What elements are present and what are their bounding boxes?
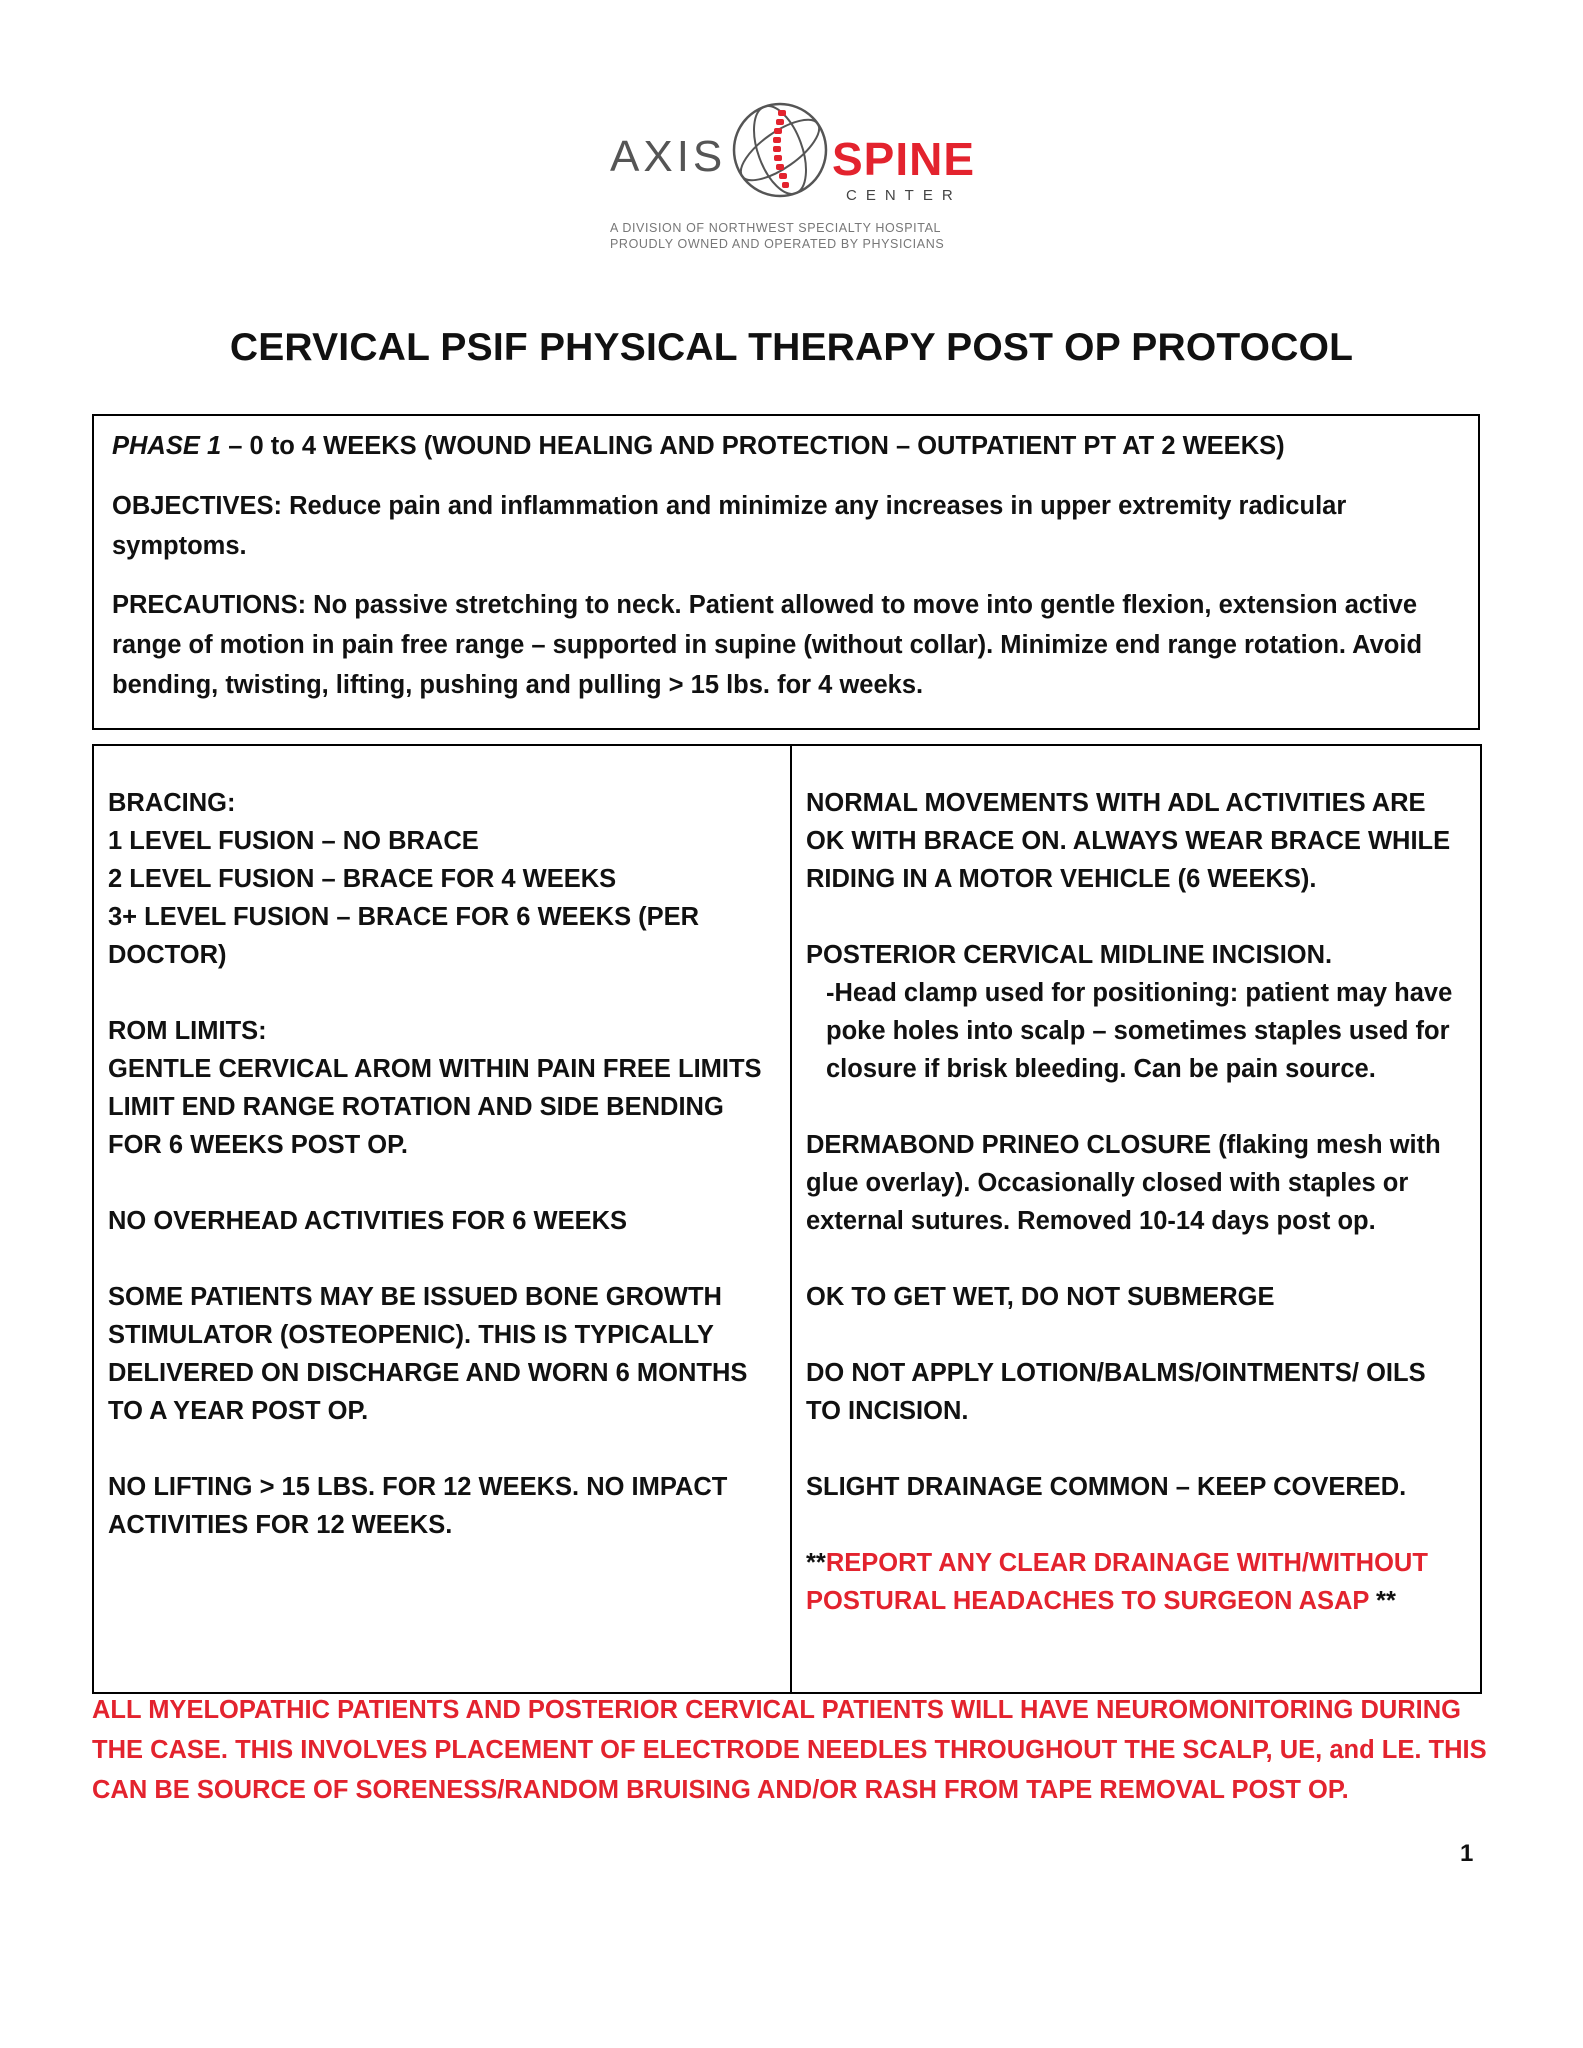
dermabond-text: DERMABOND PRINEO CLOSURE (flaking mesh with glue overlay). Occasionally closed with staples or external sutures. Removed 10-14 days post op. [806,1131,1441,1235]
logo-axis-text: AXIS [610,132,727,181]
document-title: CERVICAL PSIF PHYSICAL THERAPY POST OP PROTOCOL [229,326,1354,369]
bracing-section [108,784,776,974]
incision-heading: POSTERIOR CERVICAL MIDLINE INCISION. [806,941,1333,969]
neuromonitoring-note: ALL MYELOPATHIC PATIENTS AND POSTERIOR CERVICAL PATIENTS WILL HAVE NEUROMONITORING DURING THE CASE. THIS INVOLVES PLACEMENT OF ELECTRODE NEEDLES THROUGHOUT THE SCALP, UE, and LE. THIS CAN BE SOURCE OF SORENESS/RANDOM BRUISING AND/OR RASH FROM TAPE REMOVAL POST OP. [92,1696,1487,1804]
page-number: 1 [1460,1840,1474,1867]
left-column [94,746,792,1692]
precautions-text: PRECAUTIONS: No passive stretching to neck. Patient allowed to move into gentle flexion, extension active range of motion in pain free range – supported in supine (without collar). Minimize end range rotation. Avoid bending, twisting, lifting, pushing and pulling > 15 lbs. for 4 weeks. [112,591,1423,699]
rom-line: ROM LIMITS: [108,1017,267,1045]
bracing-line: 1 LEVEL FUSION – NO BRACE [108,827,479,855]
bracing-line: BRACING: [108,789,236,817]
axis-spine-logo [600,96,1020,256]
report-warning [806,1544,1466,1620]
logo-subtitle [610,220,944,252]
objectives-text: OBJECTIVES: Reduce pain and inflammation and minimize any increases in upper extremity radicular symptoms. [112,492,1347,560]
stimulator-text: SOME PATIENTS MAY BE ISSUED BONE GROWTH STIMULATOR (OSTEOPENIC). THIS IS TYPICALLY DELIVERED ON DISCHARGE AND WORN 6 MONTHS TO A YEAR POST OP. [108,1283,748,1425]
adl-text: NORMAL MOVEMENTS WITH ADL ACTIVITIES ARE OK WITH BRACE ON. ALWAYS WEAR BRACE WHILE RIDING IN A MOTOR VEHICLE (6 WEEKS). [806,789,1451,893]
rom-section [108,1012,776,1164]
report-text: REPORT ANY CLEAR DRAINAGE WITH/WITHOUT POSTURAL HEADACHES TO SURGEON ASAP [806,1549,1428,1615]
report-suffix: ** [1368,1587,1396,1615]
phase-1-box [92,414,1480,730]
logo-center-text: CENTER [846,187,962,204]
logo-subtitle-line: PROUDLY OWNED AND OPERATED BY PHYSICIANS [610,237,945,251]
right-column [792,746,1480,1692]
report-prefix: ** [806,1549,826,1577]
drainage-text: SLIGHT DRAINAGE COMMON – KEEP COVERED. [806,1473,1407,1501]
logo-spine-text: SPINE [832,133,976,185]
incision-section [806,936,1466,1088]
lotion-text: DO NOT APPLY LOTION/BALMS/OINTMENTS/ OILS TO INCISION. [806,1359,1426,1425]
wet-text: OK TO GET WET, DO NOT SUBMERGE [806,1283,1275,1311]
rom-line: GENTLE CERVICAL AROM WITHIN PAIN FREE LIMITS [108,1055,762,1083]
logo-subtitle-line: A DIVISION OF NORTHWEST SPECIALTY HOSPITAL [610,221,942,235]
phase-label: PHASE 1 [112,432,222,460]
overhead-text: NO OVERHEAD ACTIVITIES FOR 6 WEEKS [108,1207,628,1235]
bracing-line: 3+ LEVEL FUSION – BRACE FOR 6 WEEKS (PER DOCTOR) [108,903,700,969]
bracing-line: 2 LEVEL FUSION – BRACE FOR 4 WEEKS [108,865,617,893]
phase-heading-rest: – 0 to 4 WEEKS (WOUND HEALING AND PROTECTION – OUTPATIENT PT AT 2 WEEKS) [221,432,1285,460]
spine-globe-icon [728,98,832,202]
protocol-table [92,744,1482,1694]
lifting-text: NO LIFTING > 15 LBS. FOR 12 WEEKS. NO IMPACT ACTIVITIES FOR 12 WEEKS. [108,1473,728,1539]
rom-line: LIMIT END RANGE ROTATION AND SIDE BENDING FOR 6 WEEKS POST OP. [108,1093,724,1159]
phase-heading [112,426,1460,466]
incision-body: -Head clamp used for positioning: patient may have poke holes into scalp – sometimes staples used for closure if brisk bleeding. Can be pain source. [826,979,1453,1083]
